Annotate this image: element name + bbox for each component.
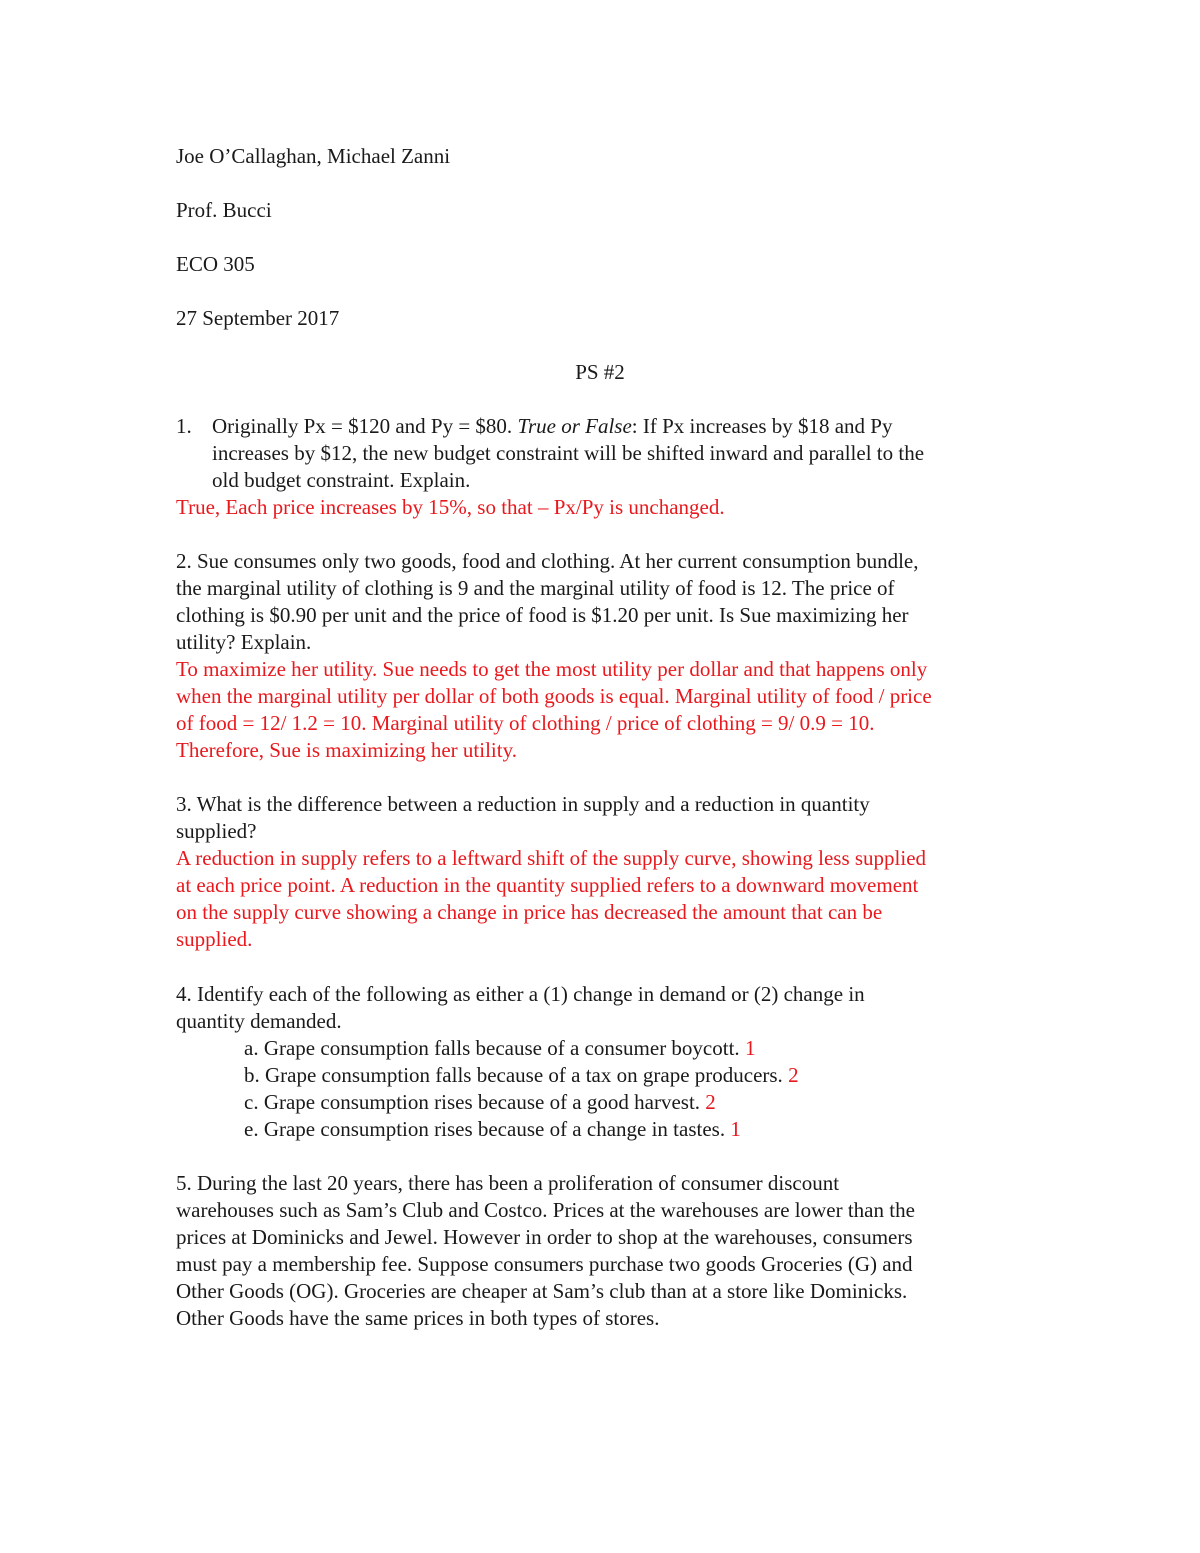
q1-number: 1. (176, 414, 192, 438)
q3-answer-line: A reduction in supply refers to a leftward shift of the supply curve, showing less supplied (176, 846, 927, 870)
q5-line: prices at Dominicks and Jewel. However in order to shop at the warehouses, consumers (176, 1225, 913, 1249)
authors: Joe O’Callaghan, Michael Zanni (176, 144, 451, 168)
q4-line: quantity demanded. (176, 1009, 342, 1033)
q3-answer-line: on the supply curve showing a change in price has decreased the amount that can be (176, 900, 883, 924)
q4-item: a. Grape consumption falls because of a consumer boycott. 1 (244, 1036, 756, 1060)
q2-line: the marginal utility of clothing is 9 and the marginal utility of food is 12. The price of (176, 576, 895, 600)
q5-line: Other Goods (OG). Groceries are cheaper at Sam’s club than at a store like Dominicks. (176, 1279, 908, 1303)
q4-item: e. Grape consumption rises because of a change in tastes. 1 (244, 1117, 741, 1141)
q1-true-false: True or False (517, 414, 632, 438)
q4-item-answer: 1 (744, 1036, 756, 1060)
q2-answer-line: when the marginal utility per dollar of both goods is equal. Marginal utility of food / price (176, 684, 932, 708)
q4-item: c. Grape consumption rises because of a good harvest. 2 (244, 1090, 716, 1114)
course: ECO 305 (176, 252, 255, 276)
q2-line: 2. Sue consumes only two goods, food and clothing. At her current consumption bundle, (176, 549, 919, 573)
q4-line: 4. Identify each of the following as either a (1) change in demand or (2) change in (176, 982, 865, 1006)
professor: Prof. Bucci (176, 198, 272, 222)
q5-line: warehouses such as Sam’s Club and Costco. Prices at the warehouses are lower than the (176, 1198, 915, 1222)
q2-answer-line: Therefore, Sue is maximizing her utility. (176, 738, 517, 762)
q5-line: must pay a membership fee. Suppose consumers purchase two goods Groceries (G) and (176, 1252, 913, 1276)
q4-item: b. Grape consumption falls because of a tax on grape producers. 2 (244, 1063, 799, 1087)
q3-line: 3. What is the difference between a reduction in supply and a reduction in quantity (176, 792, 870, 816)
q2-line: utility? Explain. (176, 630, 312, 654)
document-title: PS #2 (575, 360, 625, 384)
q5-line: 5. During the last 20 years, there has been a proliferation of consumer discount (176, 1171, 840, 1195)
q1-line-3: old budget constraint. Explain. (212, 468, 471, 492)
q3-line: supplied? (176, 819, 257, 843)
q5-line: Other Goods have the same prices in both types of stores. (176, 1306, 660, 1330)
q1-line-1: Originally Px = $120 and Py = $80. True or False: If Px increases by $18 and Py (212, 414, 893, 438)
q3-answer-line: supplied. (176, 927, 253, 951)
q4-item-answer: 2 (705, 1090, 716, 1114)
q1-answer: True, Each price increases by 15%, so that – Px/Py is unchanged. (176, 495, 725, 519)
q2-answer-line: of food = 12/ 1.2 = 10. Marginal utility of clothing / price of clothing = 9/ 0.9 = 10. (176, 711, 875, 735)
q4-item-answer: 2 (788, 1063, 799, 1087)
q2-answer-line: To maximize her utility. Sue needs to get the most utility per dollar and that happens only (176, 657, 928, 681)
q3-answer-line: at each price point. A reduction in the quantity supplied refers to a downward movement (176, 873, 919, 897)
q1-line-2: increases by $12, the new budget constraint will be shifted inward and parallel to the (212, 441, 925, 465)
date: 27 September 2017 (176, 306, 340, 330)
q4-item-answer: 1 (730, 1117, 741, 1141)
q2-line: clothing is $0.90 per unit and the price of food is $1.20 per unit. Is Sue maximizing her (176, 603, 909, 627)
